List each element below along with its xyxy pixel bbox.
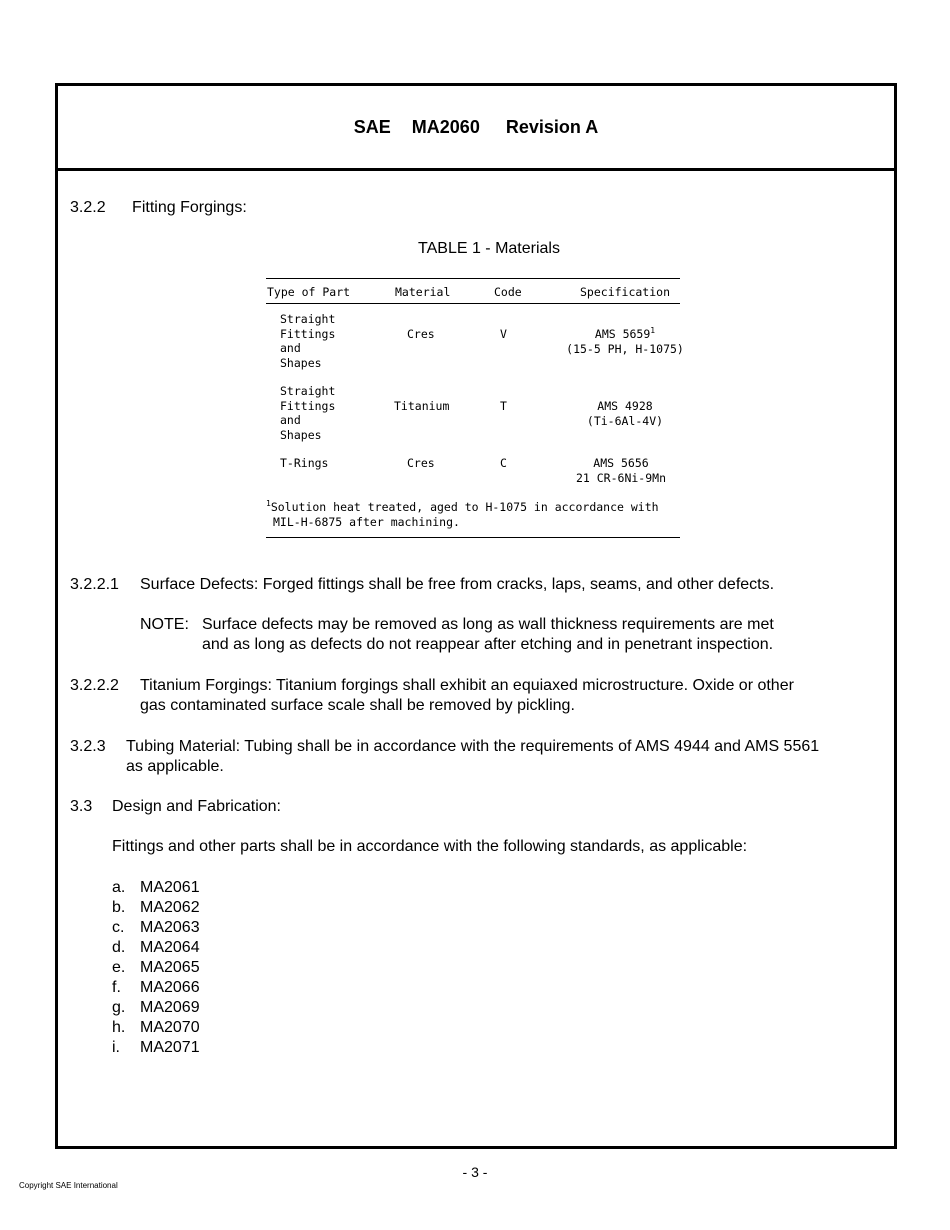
page-number: - 3 - <box>462 1164 488 1180</box>
spec-line2: (Ti-6Al-4V) <box>586 413 664 428</box>
table-header-material: Material <box>395 285 451 299</box>
header-org: SAE <box>353 116 391 137</box>
table-cell-material: Cres <box>407 456 435 470</box>
section-3-2-3-line2: as applicable. <box>126 758 224 775</box>
table-cell-type: Fittings <box>280 398 336 413</box>
header-doc-number: MA2060 <box>411 116 480 137</box>
list-item-value: MA2071 <box>140 1039 200 1056</box>
list-item-value: MA2066 <box>140 979 200 996</box>
list-item-label: c. <box>112 919 125 936</box>
spec-line1: AMS 5656 <box>593 456 649 470</box>
table-top-rule <box>266 278 680 279</box>
list-item-label: h. <box>112 1019 126 1036</box>
note-line1: Surface defects may be removed as long as wall thickness requirements are met <box>202 616 774 633</box>
list-item <box>112 878 200 898</box>
list-item-label: g. <box>112 999 126 1016</box>
spec-line2: 21 CR-6Ni-9Mn <box>575 470 666 485</box>
list-item-value: MA2069 <box>140 999 200 1016</box>
list-item-label: b. <box>112 899 126 916</box>
footnote-line1: Solution heat treated, aged to H-1075 in accordance with <box>270 500 659 514</box>
spec-line1: AMS 5659 <box>594 327 651 341</box>
section-3-2-2-2-number: 3.2.2.2 <box>70 677 119 694</box>
spec-line2: (15-5 PH, H-1075) <box>566 341 684 356</box>
table-cell-type: Straight <box>280 384 336 398</box>
list-item <box>112 978 200 998</box>
section-number: 3.2.2 <box>70 199 106 216</box>
list-item <box>112 1038 200 1058</box>
list-item-label: f. <box>112 979 121 996</box>
list-item-value: MA2061 <box>140 879 200 896</box>
list-item-label: d. <box>112 939 126 956</box>
spec-line1: AMS 4928 <box>597 399 653 413</box>
section-3-3-title: Design and Fabrication: <box>112 798 281 815</box>
footnote-line2: MIL-H-6875 after machining. <box>273 514 460 529</box>
header-revision: Revision A <box>505 116 599 137</box>
section-3-2-2-1-number: 3.2.2.1 <box>70 576 119 593</box>
list-item-label: e. <box>112 959 126 976</box>
copyright-notice: Copyright SAE International <box>19 1181 118 1190</box>
table-header-type: Type of Part <box>267 285 351 299</box>
list-item-value: MA2065 <box>140 959 200 976</box>
table-cell-type: and <box>280 413 301 427</box>
list-item-label: i. <box>112 1039 120 1056</box>
table-cell-type: and <box>280 341 301 355</box>
section-3-2-2-2-line1: Titanium Forgings: Titanium forgings shall exhibit an equiaxed microstructure. Oxide or other <box>140 677 794 694</box>
table-cell-code: C <box>500 456 507 470</box>
table-header-code: Code <box>494 285 522 299</box>
section-3-2-3-line1: Tubing Material: Tubing shall be in accordance with the requirements of AMS 4944 and AMS 5561 <box>126 738 820 755</box>
table-cell-spec <box>560 327 690 356</box>
table-row <box>280 312 335 370</box>
section-3-3-intro: Fittings and other parts shall be in accordance with the following standards, as applicable: <box>112 838 748 855</box>
table-header-specification: Specification <box>580 285 671 299</box>
list-item-value: MA2064 <box>140 939 200 956</box>
list-item <box>112 1018 200 1038</box>
table-bottom-rule <box>266 537 680 538</box>
section-3-3-number: 3.3 <box>70 798 93 815</box>
list-item-value: MA2063 <box>140 919 200 936</box>
list-item <box>112 998 200 1018</box>
table-cell-spec <box>556 456 686 485</box>
table-cell-type: Straight <box>280 312 336 326</box>
list-item <box>112 938 200 958</box>
section-3-2-2-2-line2: gas contaminated surface scale shall be removed by pickling. <box>140 697 575 714</box>
footnote-mark: 1 <box>266 499 271 508</box>
note-line2: and as long as defects do not reappear after etching and in penetrant inspection. <box>202 636 774 653</box>
table-row <box>280 384 335 442</box>
section-3-2-3-number: 3.2.3 <box>70 738 106 755</box>
list-item-label: a. <box>112 879 126 896</box>
table-cell-type: Fittings <box>280 326 336 341</box>
list-item <box>112 918 200 938</box>
spec-footnote-mark: 1 <box>650 326 656 335</box>
section-3-2-2 <box>70 198 247 218</box>
table-header-rule <box>266 303 680 304</box>
list-item <box>112 958 200 978</box>
table-row <box>280 456 328 471</box>
list-item-value: MA2062 <box>140 899 200 916</box>
table-cell-spec <box>560 399 690 428</box>
table-cell-material: Titanium <box>394 399 450 413</box>
table-cell-type: Shapes <box>280 355 322 370</box>
table-caption: TABLE 1 - Materials <box>418 240 560 257</box>
table-cell-type: T-Rings <box>280 456 329 470</box>
section-3-2-2-1-text: Surface Defects: Forged fittings shall be free from cracks, laps, seams, and other defects. <box>140 576 775 593</box>
list-item <box>112 898 200 918</box>
document-header <box>58 86 894 171</box>
table-footnote <box>266 500 659 529</box>
table-cell-material: Cres <box>407 327 435 341</box>
table-cell-code: V <box>500 327 507 341</box>
list-item-value: MA2070 <box>140 1019 200 1036</box>
table-cell-code: T <box>500 399 507 413</box>
section-title: Fitting Forgings: <box>132 199 247 216</box>
table-cell-type: Shapes <box>280 427 322 442</box>
note-label: NOTE: <box>140 616 189 633</box>
